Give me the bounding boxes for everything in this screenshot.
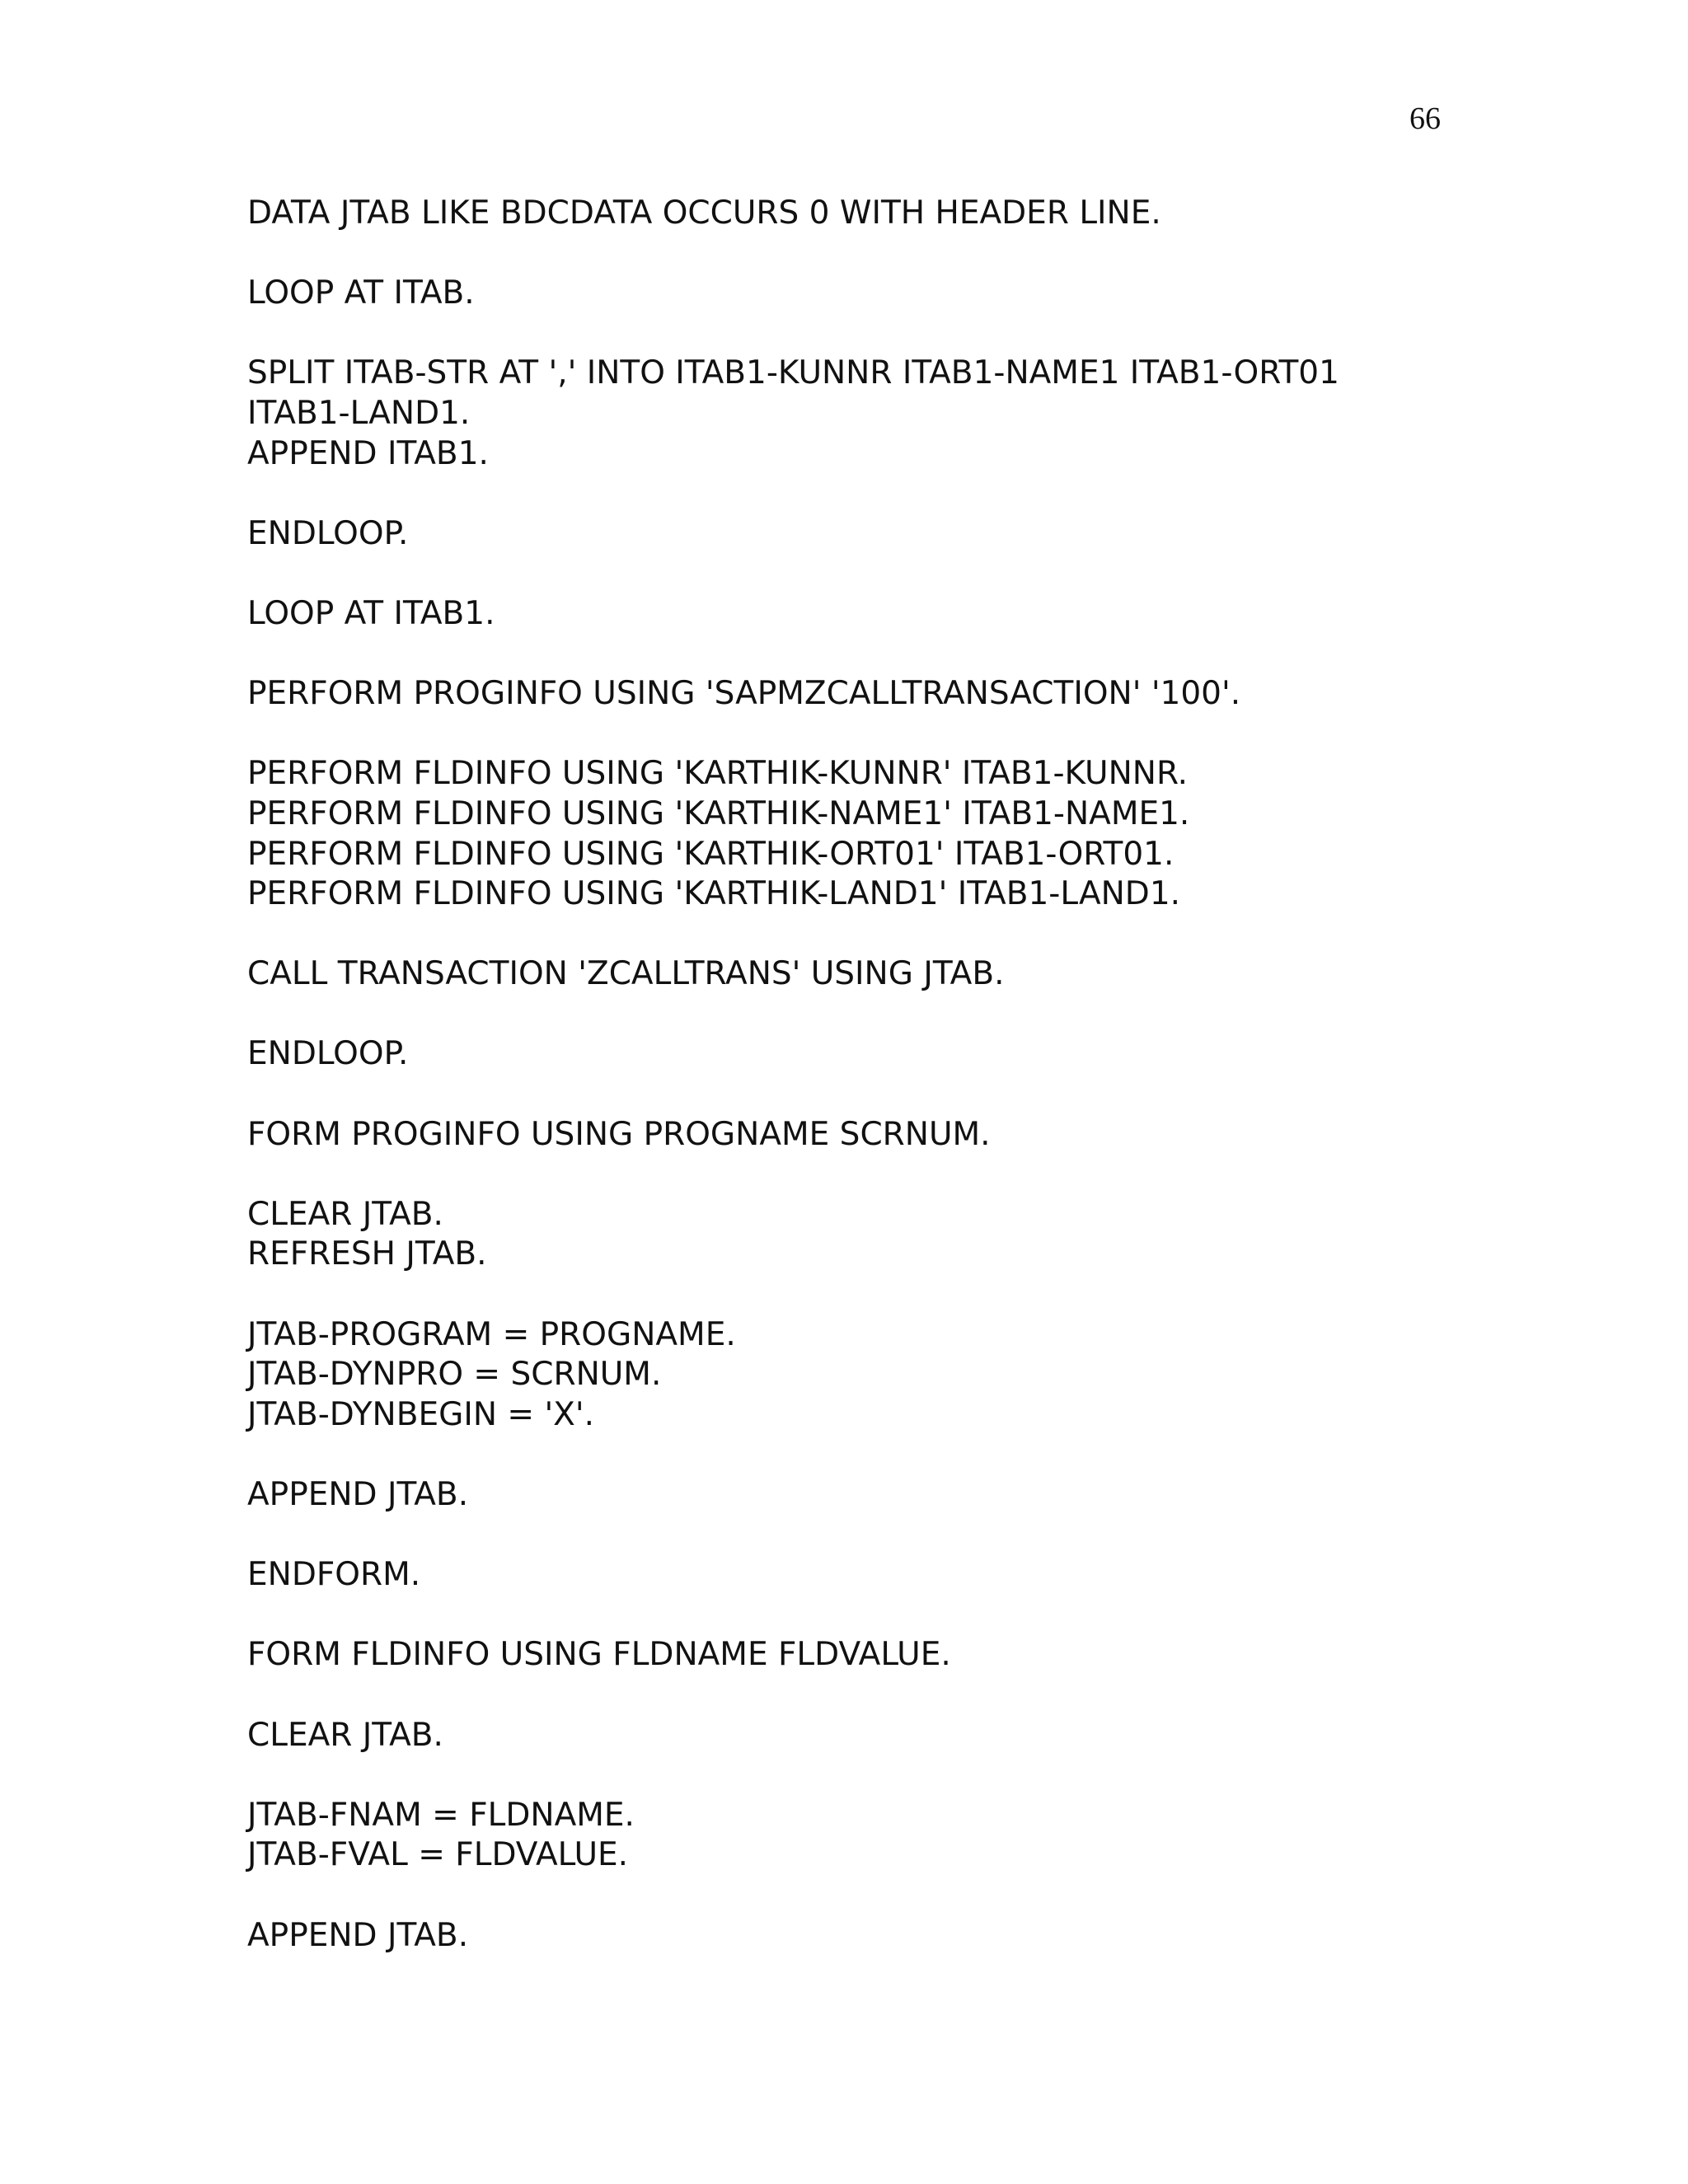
code-line: ITAB1-LAND1.: [247, 394, 471, 432]
code-line: JTAB-DYNBEGIN = 'X'.: [247, 1395, 595, 1433]
blank-line: [247, 314, 1467, 354]
code-line: JTAB-DYNPRO = SCRNUM.: [247, 1356, 662, 1394]
code-line: FORM PROGINFO USING PROGNAME SCRNUM.: [247, 1115, 991, 1153]
blank-line: [247, 1755, 1467, 1796]
code-line: LOOP AT ITAB.: [247, 274, 475, 312]
code-line: APPEND JTAB.: [247, 1916, 469, 1954]
blank-line: [247, 1596, 1467, 1636]
blank-line: [247, 474, 1467, 514]
page-number: 66: [1409, 101, 1441, 136]
blank-line: [247, 1075, 1467, 1115]
code-line: DATA JTAB LIKE BDCDATA OCCURS 0 WITH HEADER LINE.: [247, 194, 1161, 232]
blank-line: [247, 234, 1467, 274]
code-line: JTAB-FVAL = FLDVALUE.: [247, 1836, 629, 1874]
code-line: PERFORM FLDINFO USING 'KARTHIK-ORT01' ITAB1-ORT01.: [247, 835, 1175, 873]
code-line: REFRESH JTAB.: [247, 1235, 487, 1273]
code-line: PERFORM PROGINFO USING 'SAPMZCALLTRANSACTION' '100'.: [247, 675, 1241, 713]
blank-line: [247, 1516, 1467, 1556]
blank-line: [247, 995, 1467, 1035]
code-line: ENDLOOP.: [247, 514, 409, 552]
code-listing: [247, 194, 1467, 1956]
blank-line: [247, 1675, 1467, 1716]
code-line: PERFORM FLDINFO USING 'KARTHIK-KUNNR' ITAB1-KUNNR.: [247, 755, 1189, 793]
blank-line: [247, 1435, 1467, 1475]
code-line: APPEND JTAB.: [247, 1476, 469, 1513]
code-line: LOOP AT ITAB1.: [247, 594, 495, 632]
code-line: SPLIT ITAB-STR AT ',' INTO ITAB1-KUNNR ITAB1-NAME1 ITAB1-ORT01: [247, 354, 1339, 392]
code-line: CLEAR JTAB.: [247, 1195, 443, 1233]
code-line: ENDFORM.: [247, 1556, 421, 1594]
code-line: CLEAR JTAB.: [247, 1716, 443, 1754]
blank-line: [247, 554, 1467, 594]
blank-line: [247, 1155, 1467, 1195]
blank-line: [247, 1275, 1467, 1315]
code-line: JTAB-FNAM = FLDNAME.: [247, 1796, 635, 1834]
code-line: JTAB-PROGRAM = PROGNAME.: [247, 1315, 736, 1353]
blank-line: [247, 715, 1467, 755]
blank-line: [247, 635, 1467, 675]
code-line: APPEND ITAB1.: [247, 434, 489, 472]
blank-line: [247, 1876, 1467, 1916]
code-line: ENDLOOP.: [247, 1035, 409, 1073]
code-line: PERFORM FLDINFO USING 'KARTHIK-LAND1' ITAB1-LAND1.: [247, 875, 1181, 913]
blank-line: [247, 915, 1467, 955]
code-line: PERFORM FLDINFO USING 'KARTHIK-NAME1' ITAB1-NAME1.: [247, 794, 1190, 832]
code-line: FORM FLDINFO USING FLDNAME FLDVALUE.: [247, 1636, 951, 1674]
code-line: CALL TRANSACTION 'ZCALLTRANS' USING JTAB.: [247, 955, 1005, 993]
